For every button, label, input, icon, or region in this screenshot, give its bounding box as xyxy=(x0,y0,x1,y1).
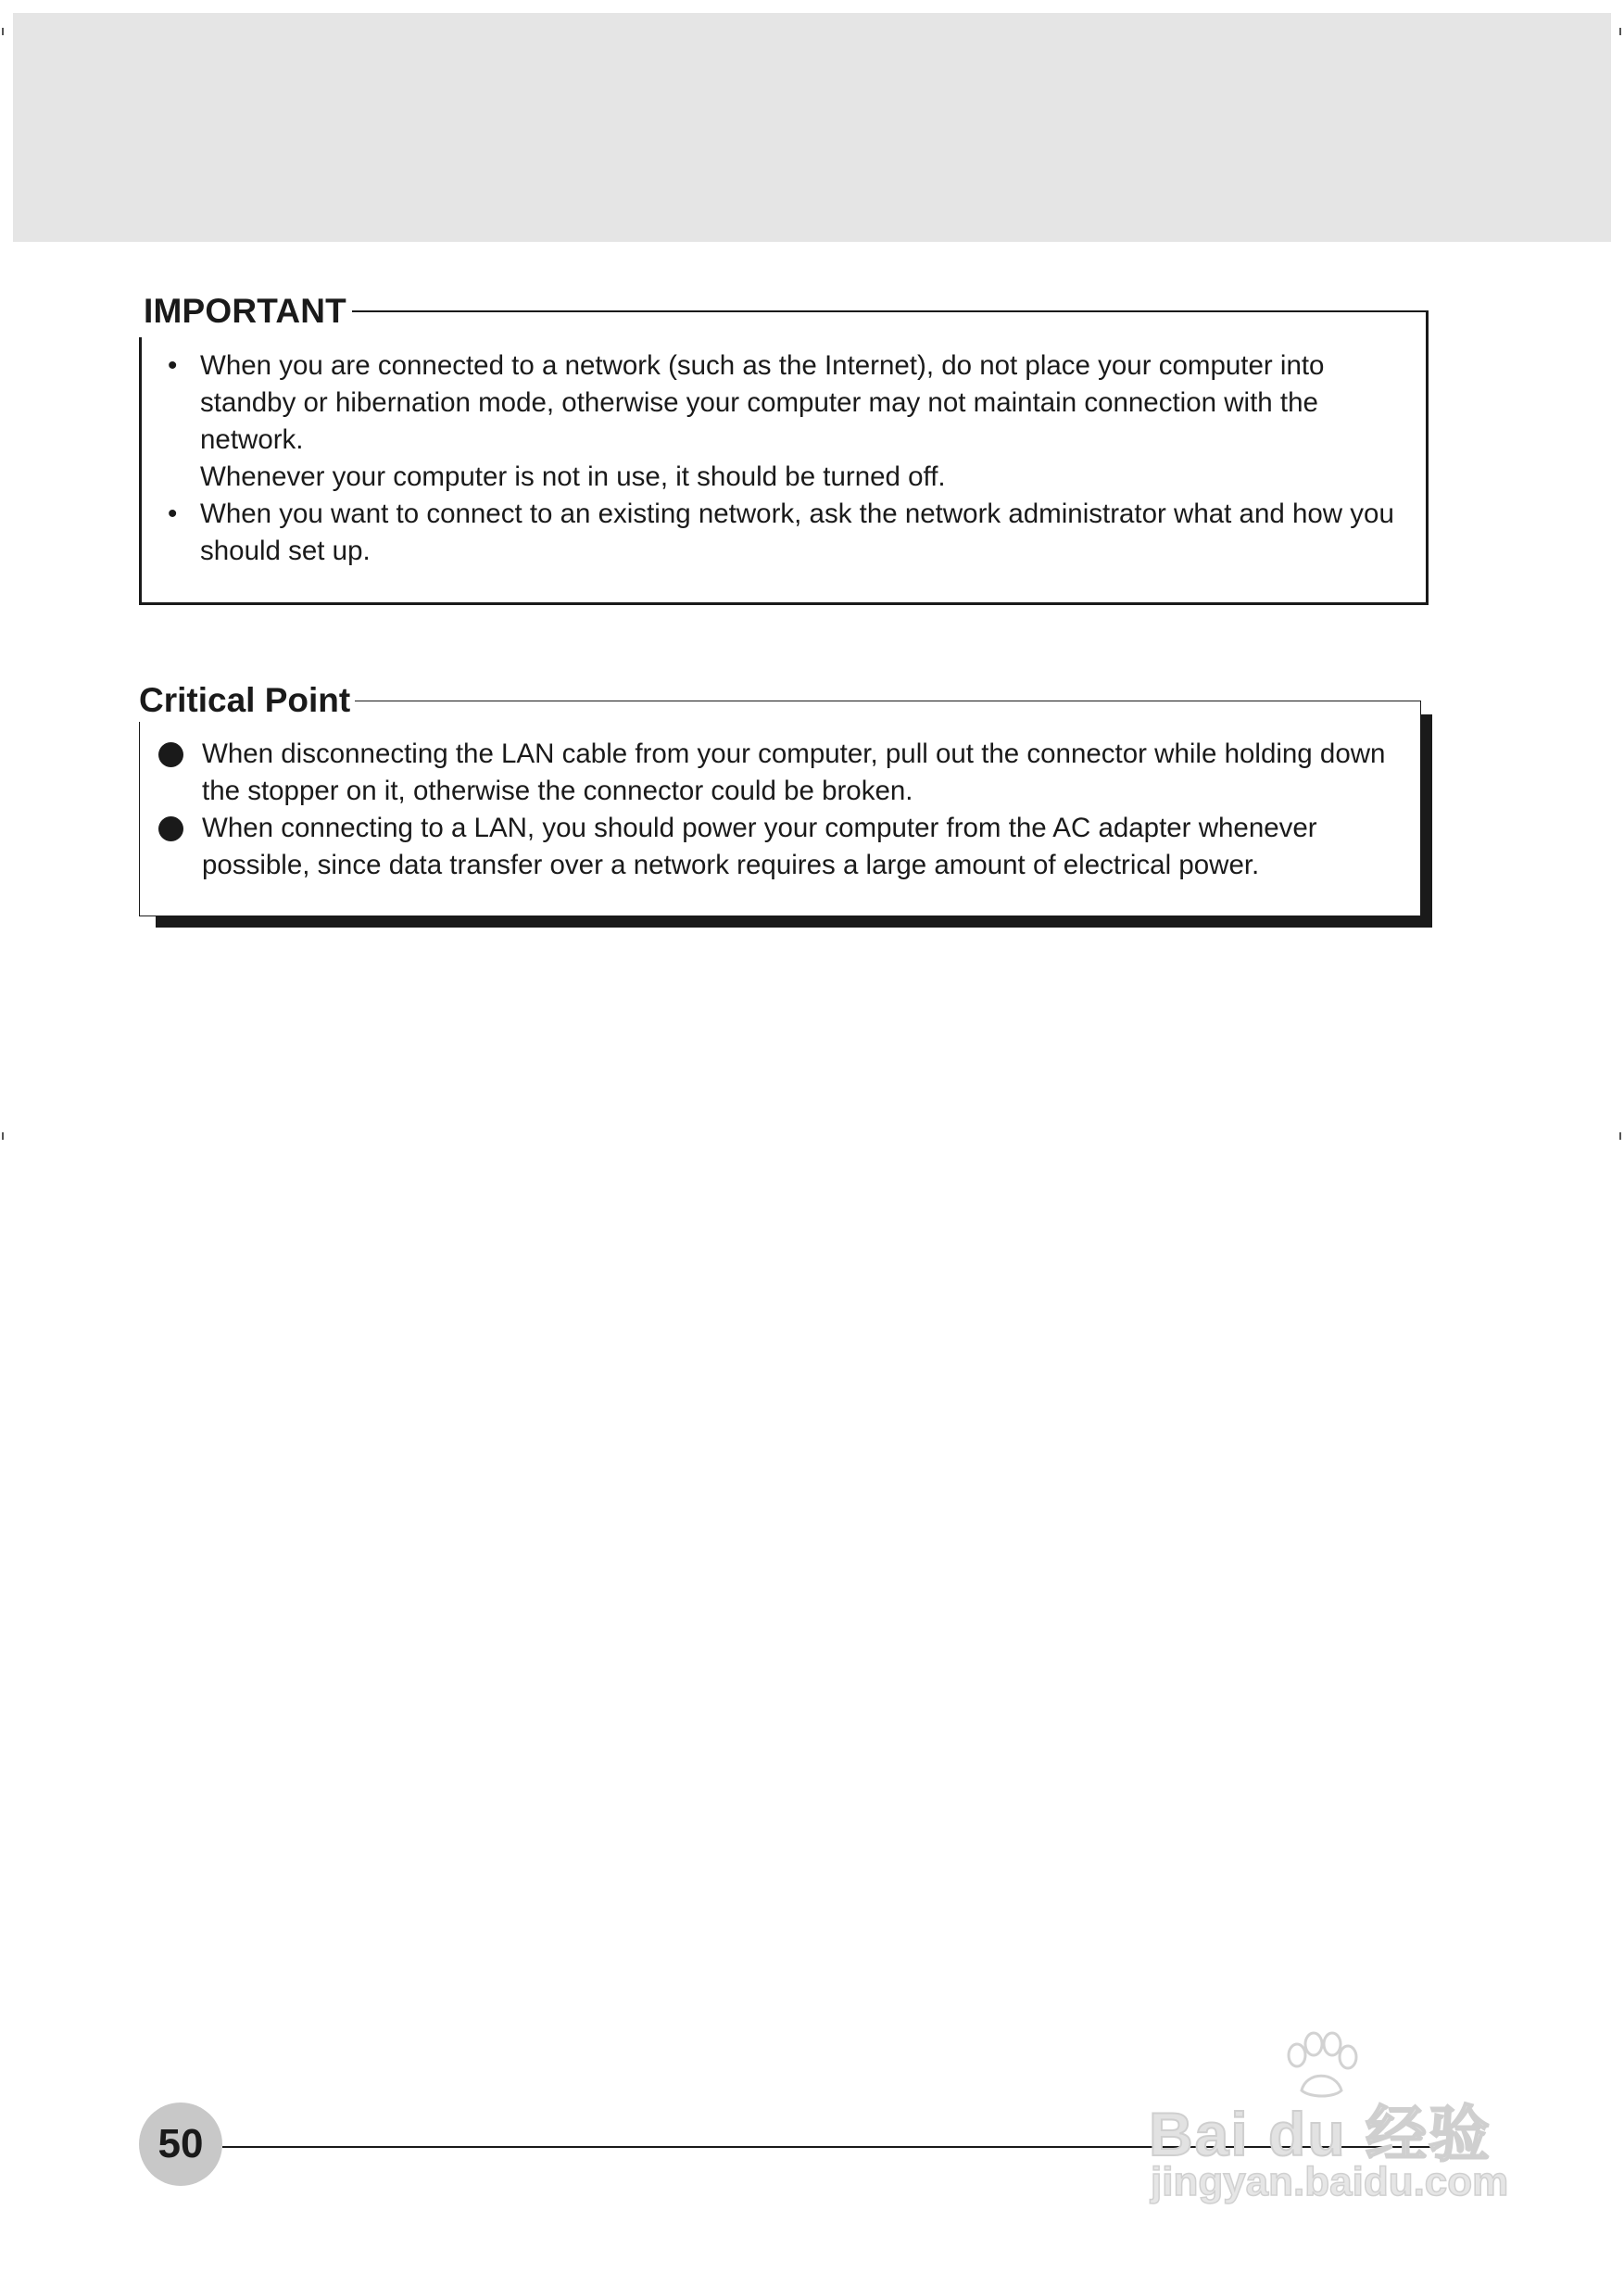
list-item xyxy=(158,736,1409,810)
watermark-brand: Bai du 经验 xyxy=(1149,2100,1492,2168)
header-band xyxy=(13,13,1611,242)
bullet-icon: • xyxy=(168,350,178,381)
bullet-icon: • xyxy=(168,499,178,529)
list-item xyxy=(158,810,1409,884)
important-text: When you are connected to a network (such as the Internet), do not place your computer into standby or hibernation mode, otherwise your computer may not maintain connection with the network. xyxy=(200,350,1325,455)
important-text-extra: Whenever your computer is not in use, it should be turned off. xyxy=(200,461,946,492)
critical-list xyxy=(158,736,1409,884)
crop-mark xyxy=(2,1132,4,1140)
watermark-url: jingyan.baidu.com xyxy=(1151,2159,1509,2204)
important-text: When you want to connect to an existing network, ask the network administrator what and how you should set up. xyxy=(200,499,1394,566)
list-item xyxy=(168,347,1409,496)
important-heading: IMPORTANT xyxy=(144,291,352,332)
list-item xyxy=(168,496,1409,570)
filled-circle-icon xyxy=(158,816,183,841)
crop-mark xyxy=(1619,28,1621,35)
crop-mark xyxy=(2,28,4,35)
critical-heading: Critical Point xyxy=(139,679,355,722)
page-number: 50 xyxy=(139,2103,222,2186)
important-list xyxy=(168,347,1409,570)
filled-circle-icon xyxy=(158,742,183,767)
important-box xyxy=(139,310,1429,605)
watermark xyxy=(1149,2029,1538,2215)
crop-mark xyxy=(1619,1132,1621,1140)
critical-text: When connecting to a LAN, you should power your computer from the AC adapter whenever possible, since data transfer over a network requires a large amount of electrical power. xyxy=(202,813,1317,880)
critical-box xyxy=(139,701,1421,916)
critical-text: When disconnecting the LAN cable from your computer, pull out the connector while holding down the stopper on it, otherwise the connector could be broken. xyxy=(202,739,1386,806)
